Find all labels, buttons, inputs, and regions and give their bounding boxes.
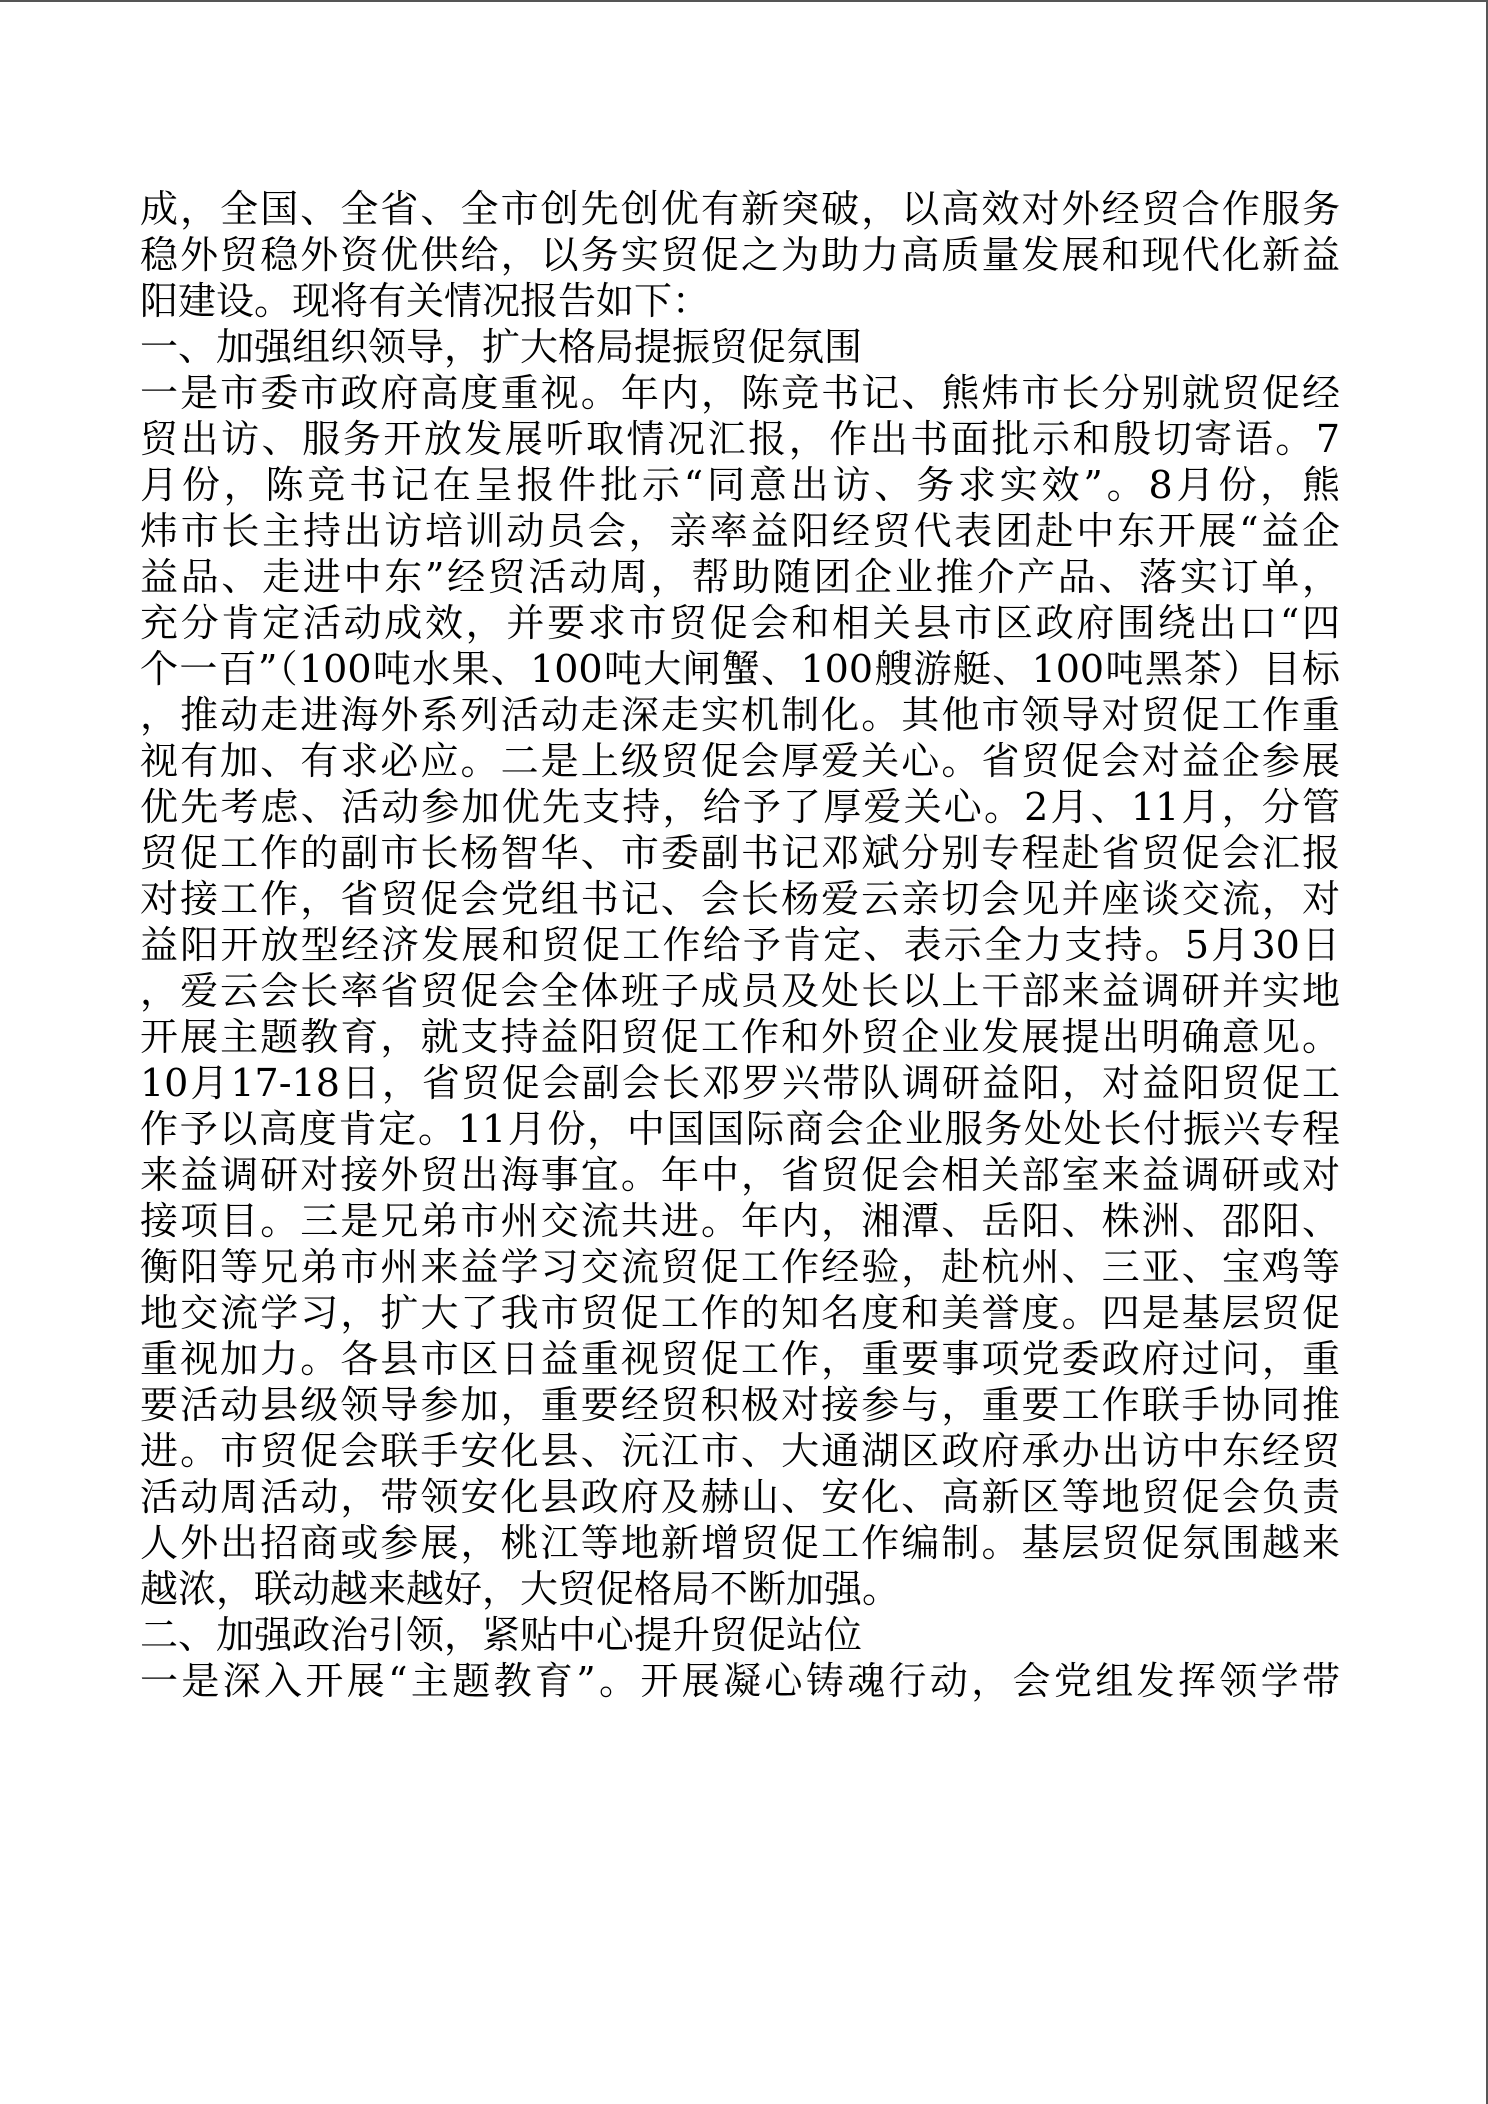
text-line: 益阳开放型经济发展和贸促工作给予肯定、表示全力支持。5月30日: [140, 923, 1340, 967]
text-line: 来益调研对接外贸出海事宜。年中，省贸促会相关部室来益调研或对: [140, 1153, 1340, 1197]
text-line: 贸出访、服务开放发展听取情况汇报，作出书面批示和殷切寄语。7: [140, 417, 1340, 461]
text-line: 成，全国、全省、全市创先创优有新突破，以高效对外经贸合作服务: [140, 187, 1340, 231]
text-line: 接项目。三是兄弟市州交流共进。年内，湘潭、岳阳、株洲、邵阳、: [140, 1199, 1340, 1243]
text-line: 开展主题教育，就支持益阳贸促工作和外贸企业发展提出明确意见。: [140, 1015, 1340, 1059]
text-line: 对接工作，省贸促会党组书记、会长杨爱云亲切会见并座谈交流，对: [140, 877, 1340, 921]
text-line: 要活动县级领导参加，重要经贸积极对接参与，重要工作联手协同推: [140, 1383, 1340, 1427]
text-line: 二、加强政治引领，紧贴中心提升贸促站位: [140, 1613, 863, 1657]
text-line: 炜市长主持出访培训动员会，亲率益阳经贸代表团赴中东开展“益企: [140, 509, 1340, 553]
text-line: 作予以高度肯定。11月份，中国国际商会企业服务处处长付振兴专程: [140, 1107, 1340, 1151]
document-body: [140, 186, 1340, 1704]
text-line: 衡阳等兄弟市州来益学习交流贸促工作经验，赴杭州、三亚、宝鸡等: [140, 1245, 1340, 1289]
text-line: 个一百”（100吨水果、100吨大闸蟹、100艘游艇、100吨黑茶）目标: [140, 647, 1340, 691]
text-line: 充分肯定活动成效，并要求市贸促会和相关县市区政府围绕出口“四: [140, 601, 1340, 645]
text-line: 越浓，联动越来越好，大贸促格局不断加强。: [140, 1567, 901, 1611]
text-line: 优先考虑、活动参加优先支持，给予了厚爱关心。2月、11月，分管: [140, 785, 1340, 829]
text-line: 月份，陈竞书记在呈报件批示“同意出访、务求实效”。8月份，熊: [140, 463, 1340, 507]
text-line: 活动周活动，带领安化县政府及赫山、安化、高新区等地贸促会负责: [140, 1475, 1340, 1519]
text-line: ，推动走进海外系列活动走深走实机制化。其他市领导对贸促工作重: [140, 693, 1340, 737]
text-line: 阳建设。现将有关情况报告如下：: [140, 279, 711, 323]
text-line: 视有加、有求必应。二是上级贸促会厚爱关心。省贸促会对益企参展: [140, 739, 1340, 783]
text-line: 一、加强组织领导，扩大格局提振贸促氛围: [140, 325, 863, 369]
text-line: 重视加力。各县市区日益重视贸促工作，重要事项党委政府过问，重: [140, 1337, 1340, 1381]
text-line: 益品、走进中东”经贸活动周，帮助随团企业推介产品、落实订单，: [140, 555, 1340, 599]
text-line: 贸促工作的副市长杨智华、市委副书记邓斌分别专程赴省贸促会汇报: [140, 831, 1340, 875]
text-line: 地交流学习，扩大了我市贸促工作的知名度和美誉度。四是基层贸促: [140, 1291, 1340, 1335]
text-line: 一是市委市政府高度重视。年内，陈竞书记、熊炜市长分别就贸促经: [140, 371, 1340, 415]
text-line: 人外出招商或参展，桃江等地新增贸促工作编制。基层贸促氛围越来: [140, 1521, 1340, 1565]
text-line: ，爱云会长率省贸促会全体班子成员及处长以上干部来益调研并实地: [140, 969, 1340, 1013]
text-line: 10月17-18日，省贸促会副会长邓罗兴带队调研益阳，对益阳贸促工: [140, 1061, 1340, 1105]
text-line: 进。市贸促会联手安化县、沅江市、大通湖区政府承办出访中东经贸: [140, 1429, 1340, 1473]
text-line: 一是深入开展“主题教育”。开展凝心铸魂行动，会党组发挥领学带: [140, 1659, 1340, 1703]
text-line: 稳外贸稳外资优供给，以务实贸促之为助力高质量发展和现代化新益: [140, 233, 1340, 277]
